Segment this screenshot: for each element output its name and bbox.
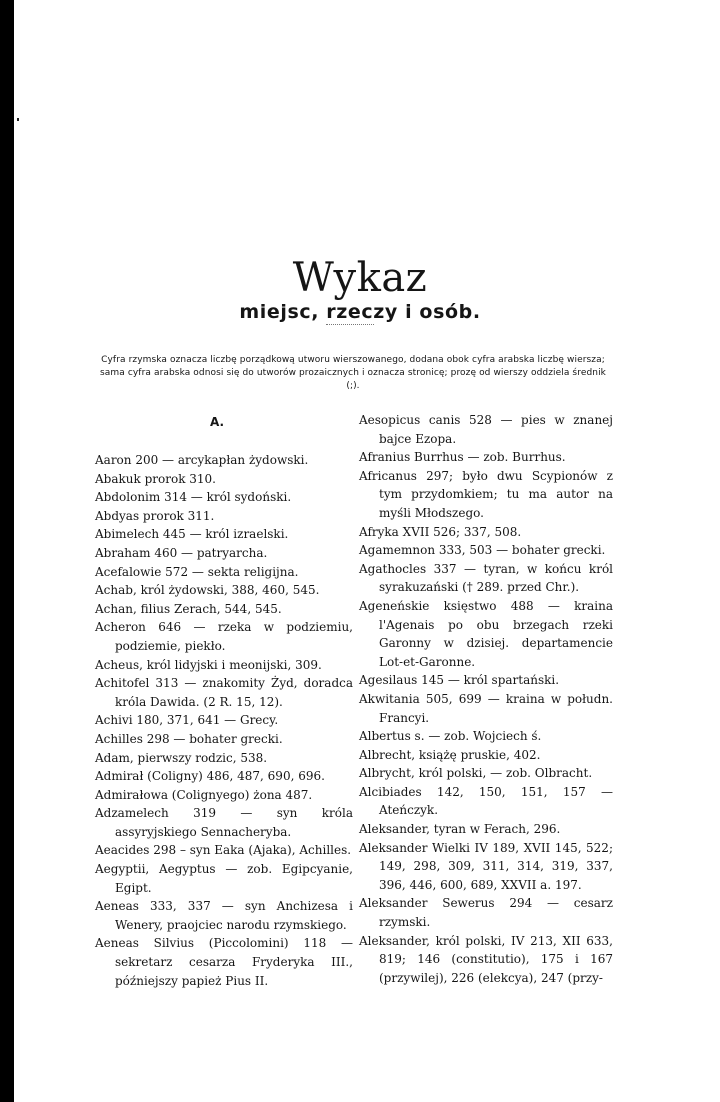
index-entry: Acefalowie 572 — sekta religijna.	[95, 564, 299, 579]
section-letter: A.	[210, 415, 225, 429]
index-entry: Aesopicus canis 528 — pies w znanej bajce Ezopa.	[359, 413, 613, 446]
index-entry: Aleksander Sewerus 294 — cesarz rzymski.	[359, 896, 613, 930]
index-entry: Acheron 646 — rzeka w podziemiu, podziemie, piekło.	[95, 620, 353, 653]
scan-edge-shadow	[0, 0, 14, 1102]
index-entry: Aegyptii, Aegyptus — zob. Egipcyanie, Egipt.	[95, 862, 353, 895]
index-entry: Aleksander Wielki IV 189, XVII 145, 522; 149, 298, 309, 311, 314, 319, 337, 396, 446, 600, 689, XXVII a. 197.	[359, 840, 613, 892]
index-entry: Aeneas 333, 337 — syn Anchizesa i Wenery, praojciec narodu rzymskiego.	[95, 899, 353, 932]
index-entry: Abimelech 445 — król izraelski.	[95, 527, 289, 542]
explanatory-note: Cyfra rzymska oznacza liczbę porządkową utworu wierszowanego, dodana obok cyfra arabska liczbę wiersza; sama cyfra arabska odnosi się do utworów prozaicznych i oznacza stronicę; prozę od wierszy oddziela średnik (;).	[99, 355, 606, 391]
index-entry: Afranius Burrhus — zob. Burrhus.	[359, 450, 566, 465]
index-entry: Africanus 297; było dwu Scypionów z tym przydomkiem; tu ma autor na myśli Młodszego.	[359, 468, 613, 520]
index-entry: Aleksander, tyran w Ferach, 296.	[359, 822, 561, 837]
index-entry: Aeacides 298 – syn Eaka (Ajaka), Achilles.	[95, 843, 352, 858]
index-column-right	[359, 411, 613, 987]
index-entry: Albrycht, król polski, — zob. Olbracht.	[359, 766, 593, 781]
index-entry: Acheus, król lidyjski i meonijski, 309.	[95, 657, 322, 672]
index-entry: Admirał (Coligny) 486, 487, 690, 696.	[95, 769, 325, 784]
index-entry: Agathocles 337 — tyran, w końcu król syrakuzański († 289. przed Chr.).	[359, 561, 613, 595]
index-entry: Adam, pierwszy rodzic, 538.	[95, 750, 268, 765]
index-entry: Adzamelech 319 — syn króla assyryjskiego Sennacheryba.	[95, 806, 353, 839]
index-entry: Achitofel 313 — znakomity Żyd, doradca króla Dawida. (2 R. 15, 12).	[95, 676, 353, 709]
index-entry: Abdyas prorok 311.	[95, 508, 215, 523]
index-entry: Albertus s. — zob. Wojciech ś.	[359, 729, 542, 744]
title-divider	[326, 324, 374, 325]
index-entry: Alcibiades 142, 150, 151, 157 — Ateńczyk.	[359, 784, 613, 818]
index-entry: Aleksander, król polski, IV 213, XII 633, 819; 146 (constitutio), 175 i 167 (przywilej), 226 (elekcya), 247 (przy-	[359, 933, 613, 985]
index-entry: Achivi 180, 371, 641 — Grecy.	[95, 713, 279, 728]
index-entry: Albrecht, książę pruskie, 402.	[359, 747, 541, 762]
index-entry: Abakuk prorok 310.	[95, 471, 216, 486]
index-entry: Aeneas Silvius (Piccolomini) 118 — sekretarz cesarza Fryderyka III., późniejszy papież Pius II.	[95, 936, 353, 988]
scan-speck	[17, 118, 19, 121]
index-entry: Ageneńskie księstwo 488 — kraina l'Agenais po obu brzegach rzeki Garonny w dzisiej. departamencie Lot-et-Garonne.	[359, 598, 613, 669]
index-entry: Aaron 200 — arcykapłan żydowski.	[95, 453, 309, 467]
index-entry: Agamemnon 333, 503 — bohater grecki.	[359, 543, 606, 558]
index-entry: Abraham 460 — patryarcha.	[95, 545, 268, 560]
index-entry: Admirałowa (Colignyego) żona 487.	[95, 787, 313, 802]
index-entry: Achan, filius Zerach, 544, 545.	[95, 601, 282, 616]
index-entry: Agesilaus 145 — król spartański.	[359, 673, 560, 688]
index-entry: Afryka XVII 526; 337, 508.	[359, 524, 522, 539]
page-subtitle: miejsc, rzeczy i osób.	[239, 300, 481, 323]
index-entry: Achab, król żydowski, 388, 460, 545.	[95, 583, 320, 598]
page-title: Wykaz	[292, 254, 428, 301]
index-column-left	[95, 451, 353, 990]
index-entry: Abdolonim 314 — król sydoński.	[95, 490, 292, 505]
index-entry: Achilles 298 — bohater grecki.	[95, 731, 283, 746]
index-entry: Akwitania 505, 699 — kraina w połudn. Francyi.	[359, 691, 613, 725]
